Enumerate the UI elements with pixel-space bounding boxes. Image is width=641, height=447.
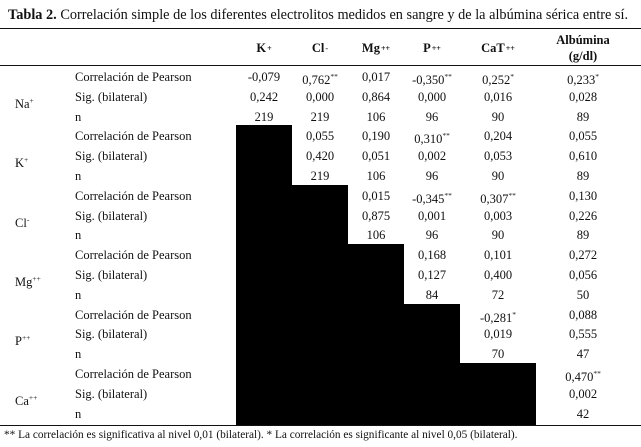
cell-value: -0,350 <box>412 73 445 88</box>
cell-value: 89 <box>576 169 590 183</box>
bottom-rule <box>0 425 641 426</box>
row-group-symbol: Ca <box>15 393 29 408</box>
cell-value: 0,051 <box>361 149 391 164</box>
table-row <box>0 364 641 384</box>
table-cell <box>536 126 630 146</box>
stat-label: Correlación de Pearson <box>75 188 192 203</box>
table-cell <box>292 146 348 166</box>
cell-value: 0,053 <box>483 149 513 164</box>
stat-label: n <box>75 347 82 362</box>
significance-marker: ** <box>508 190 516 200</box>
row-group-symbol: Cl <box>15 215 27 230</box>
column-header-albumina <box>536 32 630 64</box>
cell-value: 0,017 <box>361 70 391 84</box>
caption-label: Tabla 2. <box>8 7 57 23</box>
table-cell <box>536 206 630 226</box>
table-cell <box>460 324 536 344</box>
table-cell <box>460 206 536 226</box>
table-row <box>0 146 641 166</box>
table-row <box>0 324 641 344</box>
table-row <box>0 166 641 186</box>
table-cell <box>536 384 630 404</box>
table-cell <box>348 225 404 245</box>
row-group-charge: + <box>24 155 29 165</box>
cell-value: 90 <box>491 228 505 243</box>
cell-value: 96 <box>425 109 439 124</box>
cell-value: 106 <box>366 169 386 183</box>
table-cell <box>536 344 630 364</box>
column-header-k <box>236 38 292 58</box>
table-cell <box>536 87 630 107</box>
row-group-symbol: Na <box>15 96 30 111</box>
table-cell <box>404 265 460 285</box>
column-header-charge: ++ <box>505 43 515 53</box>
table-row <box>0 305 641 325</box>
cell-value: 0,056 <box>568 268 598 282</box>
stat-label: n <box>75 109 82 124</box>
row-group-symbol: K <box>15 156 25 171</box>
table-cell <box>348 87 404 107</box>
header-rule <box>0 65 641 66</box>
cell-value: 0,000 <box>305 89 335 104</box>
table-cell <box>404 166 460 186</box>
row-group-charge: ++ <box>28 392 38 402</box>
row-group-charge: + <box>29 95 34 105</box>
row-group-symbol: Mg <box>15 275 33 290</box>
table-cell <box>460 87 536 107</box>
stat-label: n <box>75 406 82 421</box>
stat-label: Correlación de Pearson <box>75 248 192 263</box>
column-header-symbol: P <box>423 40 431 55</box>
cell-value: 106 <box>366 109 386 124</box>
table-row <box>0 87 641 107</box>
table-cell <box>348 107 404 127</box>
cell-value: 0,610 <box>568 149 598 164</box>
table-cell <box>348 146 404 166</box>
cell-value: 0,864 <box>361 89 391 104</box>
table-cell <box>536 186 630 206</box>
cell-value: 90 <box>491 169 505 183</box>
column-header-mg <box>348 38 404 58</box>
table-cell <box>536 324 630 344</box>
table-cell <box>348 67 404 87</box>
table-cell <box>236 67 292 87</box>
table-cell <box>460 107 536 127</box>
cell-value: 89 <box>576 228 590 243</box>
column-header-symbol: Cl <box>311 40 325 55</box>
table-row <box>0 126 641 146</box>
cell-value: 96 <box>425 169 439 183</box>
row-group-symbol: P <box>15 334 22 349</box>
cell-value: 0,233 <box>567 73 596 88</box>
table-cell <box>404 285 460 305</box>
table-cell <box>460 225 536 245</box>
column-header-symbol: K <box>256 40 267 55</box>
stat-label: n <box>75 287 82 302</box>
table-row <box>0 206 641 226</box>
stat-label: n <box>75 228 82 243</box>
cell-value: 42 <box>576 406 590 421</box>
stat-label: Sig. (bilateral) <box>75 327 148 342</box>
table-row <box>0 67 641 87</box>
table-cell <box>460 166 536 186</box>
stat-label: Correlación de Pearson <box>75 129 192 144</box>
significance-marker: ** <box>444 72 452 81</box>
table-cell <box>460 344 536 364</box>
column-header-charge: ++ <box>431 43 441 53</box>
cell-value: 106 <box>366 228 386 243</box>
cell-value: 84 <box>425 287 439 302</box>
table-cell <box>536 245 630 265</box>
table-row <box>0 384 641 404</box>
stat-label: n <box>75 169 82 183</box>
cell-value: 47 <box>576 347 590 362</box>
table-cell <box>348 166 404 186</box>
significance-marker: ** <box>444 190 452 200</box>
cell-value: 89 <box>576 109 590 124</box>
column-header-charge: - <box>325 43 329 53</box>
cell-value: 0,016 <box>483 89 513 104</box>
table-cell <box>404 225 460 245</box>
table-cell <box>536 265 630 285</box>
column-header-p <box>404 38 460 58</box>
cell-value: 0,252 <box>482 73 511 88</box>
row-group-charge: ++ <box>21 333 31 343</box>
stat-label: Sig. (bilateral) <box>75 268 148 282</box>
table-cell <box>536 166 630 186</box>
cell-value: 219 <box>310 169 330 183</box>
table-cell <box>292 126 348 146</box>
cell-value: 0,420 <box>305 149 335 164</box>
row-group-charge: ++ <box>32 274 41 283</box>
cell-value: 0,055 <box>568 129 598 144</box>
table-cell <box>536 225 630 245</box>
cell-value: 72 <box>491 287 505 302</box>
table-cell <box>404 87 460 107</box>
cell-value: 0,875 <box>361 208 391 223</box>
table-cell <box>536 107 630 127</box>
cell-value: 0,190 <box>361 129 391 144</box>
table-row <box>0 344 641 364</box>
cell-value: 70 <box>491 347 505 362</box>
cell-value: 0,272 <box>568 248 598 263</box>
table-cell <box>460 265 536 285</box>
column-header-charge: + <box>267 43 272 53</box>
table-row <box>0 245 641 265</box>
cell-value: 0,015 <box>361 188 391 203</box>
table-row <box>0 404 641 424</box>
table-cell <box>460 245 536 265</box>
table-row <box>0 265 641 285</box>
caption-text: Correlación simple de los diferentes electrolitos medidos en sangre y de la albúmina sérica entre sí. <box>56 7 629 23</box>
cell-value: 0,226 <box>568 208 598 223</box>
cell-value: 0,307 <box>480 191 509 206</box>
significance-marker: * <box>512 309 517 319</box>
table-caption <box>8 7 628 24</box>
cell-value: 96 <box>425 228 439 243</box>
table-cell <box>536 305 630 325</box>
cell-value: 0,470 <box>565 370 594 385</box>
column-header-symbol: CaT <box>481 40 505 55</box>
cell-value: 0,028 <box>568 89 598 104</box>
table-cell <box>236 87 292 107</box>
table-cell <box>536 404 630 424</box>
stat-label: Correlación de Pearson <box>75 367 192 381</box>
cell-value: 0,130 <box>568 188 598 203</box>
table-row <box>0 107 641 127</box>
stat-label: Sig. (bilateral) <box>75 386 148 401</box>
cell-value: 0,127 <box>417 268 447 282</box>
column-header-cl <box>292 38 348 58</box>
cell-value: 0,762 <box>302 73 331 88</box>
cell-value: 0,002 <box>417 149 447 164</box>
cell-value: 0,400 <box>483 268 513 282</box>
table-cell <box>348 206 404 226</box>
albumin-header-line1: Albúmina <box>556 33 610 47</box>
table-cell <box>460 285 536 305</box>
cell-value: -0,079 <box>247 70 281 84</box>
cell-value: 0,242 <box>249 89 279 104</box>
cell-value: -0,281 <box>479 310 513 325</box>
stat-label: Sig. (bilateral) <box>75 208 148 223</box>
table-row <box>0 186 641 206</box>
cell-value: 0,000 <box>417 89 447 104</box>
table-cell <box>236 107 292 127</box>
significance-marker: ** <box>442 131 450 141</box>
table-cell <box>292 107 348 127</box>
table-cell <box>292 166 348 186</box>
table-cell <box>404 206 460 226</box>
cell-value: 0,088 <box>568 307 598 322</box>
cell-value: 90 <box>491 109 505 124</box>
cell-value: 0,055 <box>305 129 335 144</box>
stat-label: Sig. (bilateral) <box>75 149 148 164</box>
table-cell <box>292 87 348 107</box>
cell-value: 0,555 <box>568 327 598 342</box>
column-header-cat <box>460 38 536 58</box>
cell-value: 0,002 <box>568 386 598 401</box>
column-header-symbol: Mg <box>361 40 380 55</box>
cell-value: 0,168 <box>417 248 447 263</box>
row-group-charge: - <box>26 214 30 224</box>
table-cell <box>536 146 630 166</box>
table-row <box>0 285 641 305</box>
significance-marker: ** <box>330 72 338 81</box>
table-cell <box>404 146 460 166</box>
table-cell <box>348 186 404 206</box>
cell-value: 0,019 <box>483 327 513 342</box>
significance-marker: * <box>595 72 599 81</box>
stat-label: Correlación de Pearson <box>75 307 192 322</box>
cell-value: 0,001 <box>417 208 447 223</box>
stat-label: Sig. (bilateral) <box>75 89 148 104</box>
cell-value: 219 <box>310 109 330 124</box>
cell-value: -0,345 <box>412 191 445 206</box>
table-footnote: ** La correlación es significativa al nivel 0,01 (bilateral). * La correlación es significante al nivel 0,05 (bilateral). <box>4 429 518 441</box>
cell-value: 0,101 <box>483 248 513 263</box>
table-row <box>0 225 641 245</box>
stat-label: Correlación de Pearson <box>75 70 192 84</box>
table-cell <box>460 146 536 166</box>
top-rule <box>0 28 641 29</box>
table-cell <box>404 107 460 127</box>
cell-value: 0,310 <box>414 132 443 147</box>
column-header-charge: ++ <box>380 43 391 53</box>
table-cell <box>536 285 630 305</box>
cell-value: 50 <box>576 287 590 302</box>
table-cell <box>348 126 404 146</box>
albumin-header-line2: (g/dl) <box>568 49 598 63</box>
significance-marker: * <box>510 72 514 81</box>
significance-marker: ** <box>593 369 601 378</box>
cell-value: 0,204 <box>483 129 513 144</box>
table-cell <box>460 126 536 146</box>
table-cell <box>404 245 460 265</box>
cell-value: 0,003 <box>483 208 513 223</box>
cell-value: 219 <box>254 109 274 124</box>
